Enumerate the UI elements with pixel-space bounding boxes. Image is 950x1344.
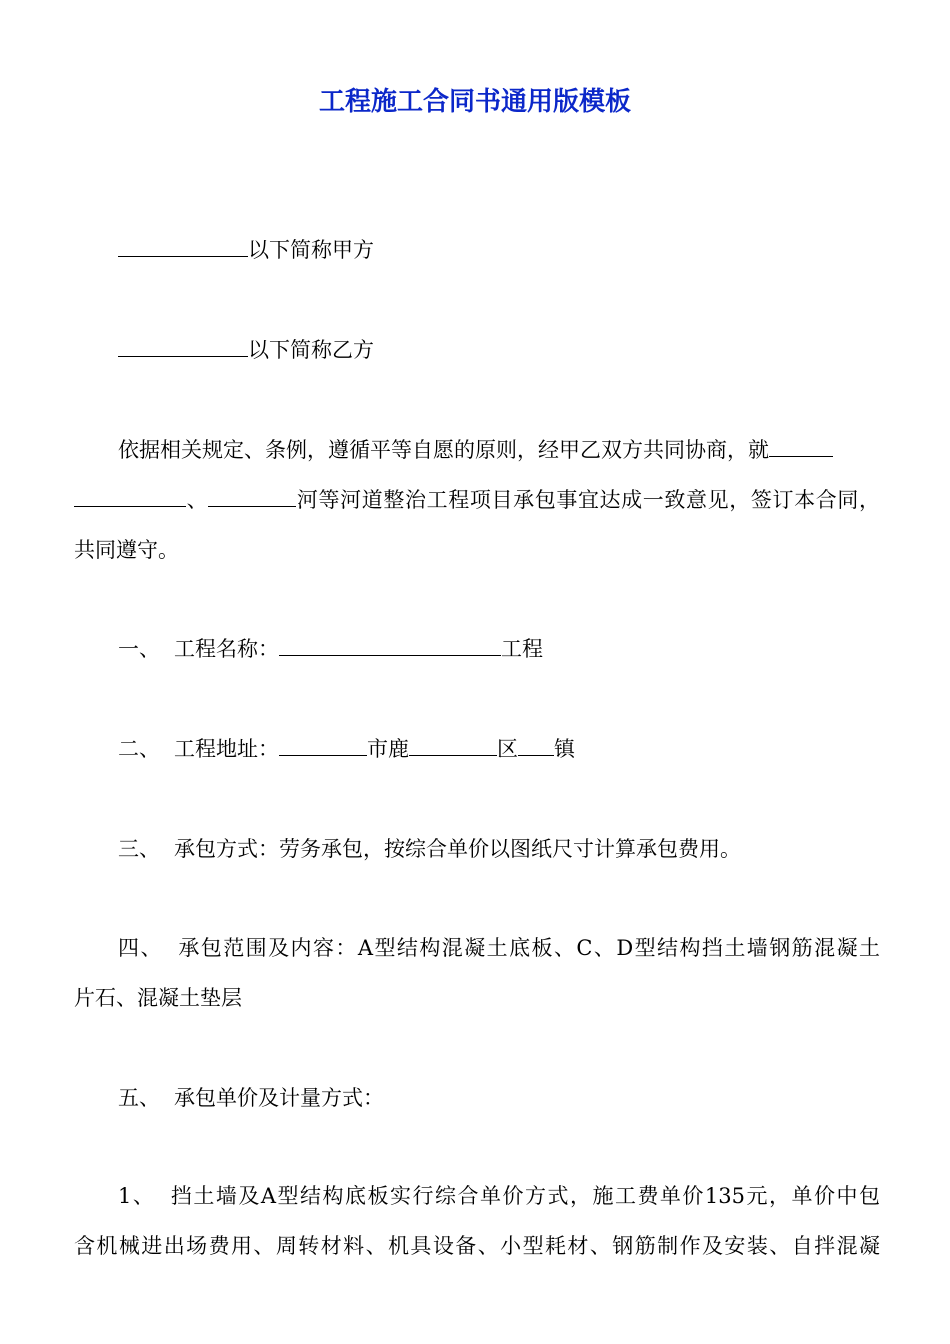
city-blank: [279, 739, 367, 756]
item-1: [118, 625, 880, 674]
project-blank-1: [769, 440, 833, 457]
item-5: [118, 1074, 880, 1123]
item-5-number: 五、: [118, 1086, 160, 1110]
party-b-blank: [118, 340, 248, 357]
sub-1-text-1: 挡土墙及A型结构底板实行综合单价方式，施工费单价135元，单价中包: [169, 1184, 880, 1208]
sub-1-line-1: [118, 1172, 880, 1221]
sub-1-line-2: [74, 1222, 880, 1271]
item-4-line-1: [118, 924, 880, 973]
district-blank: [409, 739, 497, 756]
item-5-text: 承包单价及计量方式：: [174, 1086, 384, 1110]
preamble-separator: 、: [186, 488, 209, 512]
preamble-line-2: [74, 476, 880, 525]
item-3: [118, 825, 880, 874]
party-a-label: 以下简称甲方: [248, 238, 374, 262]
document-title: 工程施工合同书通用版模板: [318, 87, 631, 117]
item-2-label: 工程地址：: [174, 737, 279, 761]
item-2-district: 区: [497, 737, 518, 761]
project-name-blank: [279, 639, 501, 656]
preamble-line-1: [118, 426, 880, 475]
item-4-text-2: 片石、混凝土垫层: [74, 986, 242, 1010]
item-4-line-2: [74, 974, 880, 1023]
item-3-number: 三、: [118, 837, 160, 861]
town-blank: [518, 739, 554, 756]
item-1-label: 工程名称：: [174, 637, 279, 661]
preamble-text-1: 依据相关规定、条例，遵循平等自愿的原则，经甲乙双方共同协商，就: [118, 438, 769, 462]
item-1-suffix: 工程: [501, 637, 543, 661]
item-2-town: 镇: [554, 737, 575, 761]
river-blank: [208, 490, 296, 507]
item-4-number: 四、: [118, 936, 163, 960]
party-a-line: [118, 226, 880, 275]
item-2-city: 市鹿: [367, 737, 409, 761]
preamble-text-2: 河等河道整治工程项目承包事宜达成一致意见，签订本合同，: [296, 488, 881, 512]
item-4-text-1: 承包范围及内容：A型结构混凝土底板、C、D型结构挡土墙钢筋混凝土: [176, 936, 881, 960]
preamble-text-3: 共同遵守。: [74, 538, 179, 562]
sub-1-number: 1、: [118, 1184, 156, 1208]
party-b-line: [118, 326, 880, 375]
sub-1-text-2: 含机械进出场费用、周转材料、机具设备、小型耗材、钢筋制作及安装、自拌混凝: [74, 1234, 880, 1258]
project-blank-2: [74, 490, 186, 507]
item-3-text: 承包方式：劳务承包，按综合单价以图纸尺寸计算承包费用。: [174, 837, 741, 861]
preamble-line-3: [74, 526, 880, 575]
party-b-label: 以下简称乙方: [248, 338, 374, 362]
item-2: [118, 725, 880, 774]
item-1-number: 一、: [118, 637, 160, 661]
party-a-blank: [118, 240, 248, 257]
item-2-number: 二、: [118, 737, 160, 761]
